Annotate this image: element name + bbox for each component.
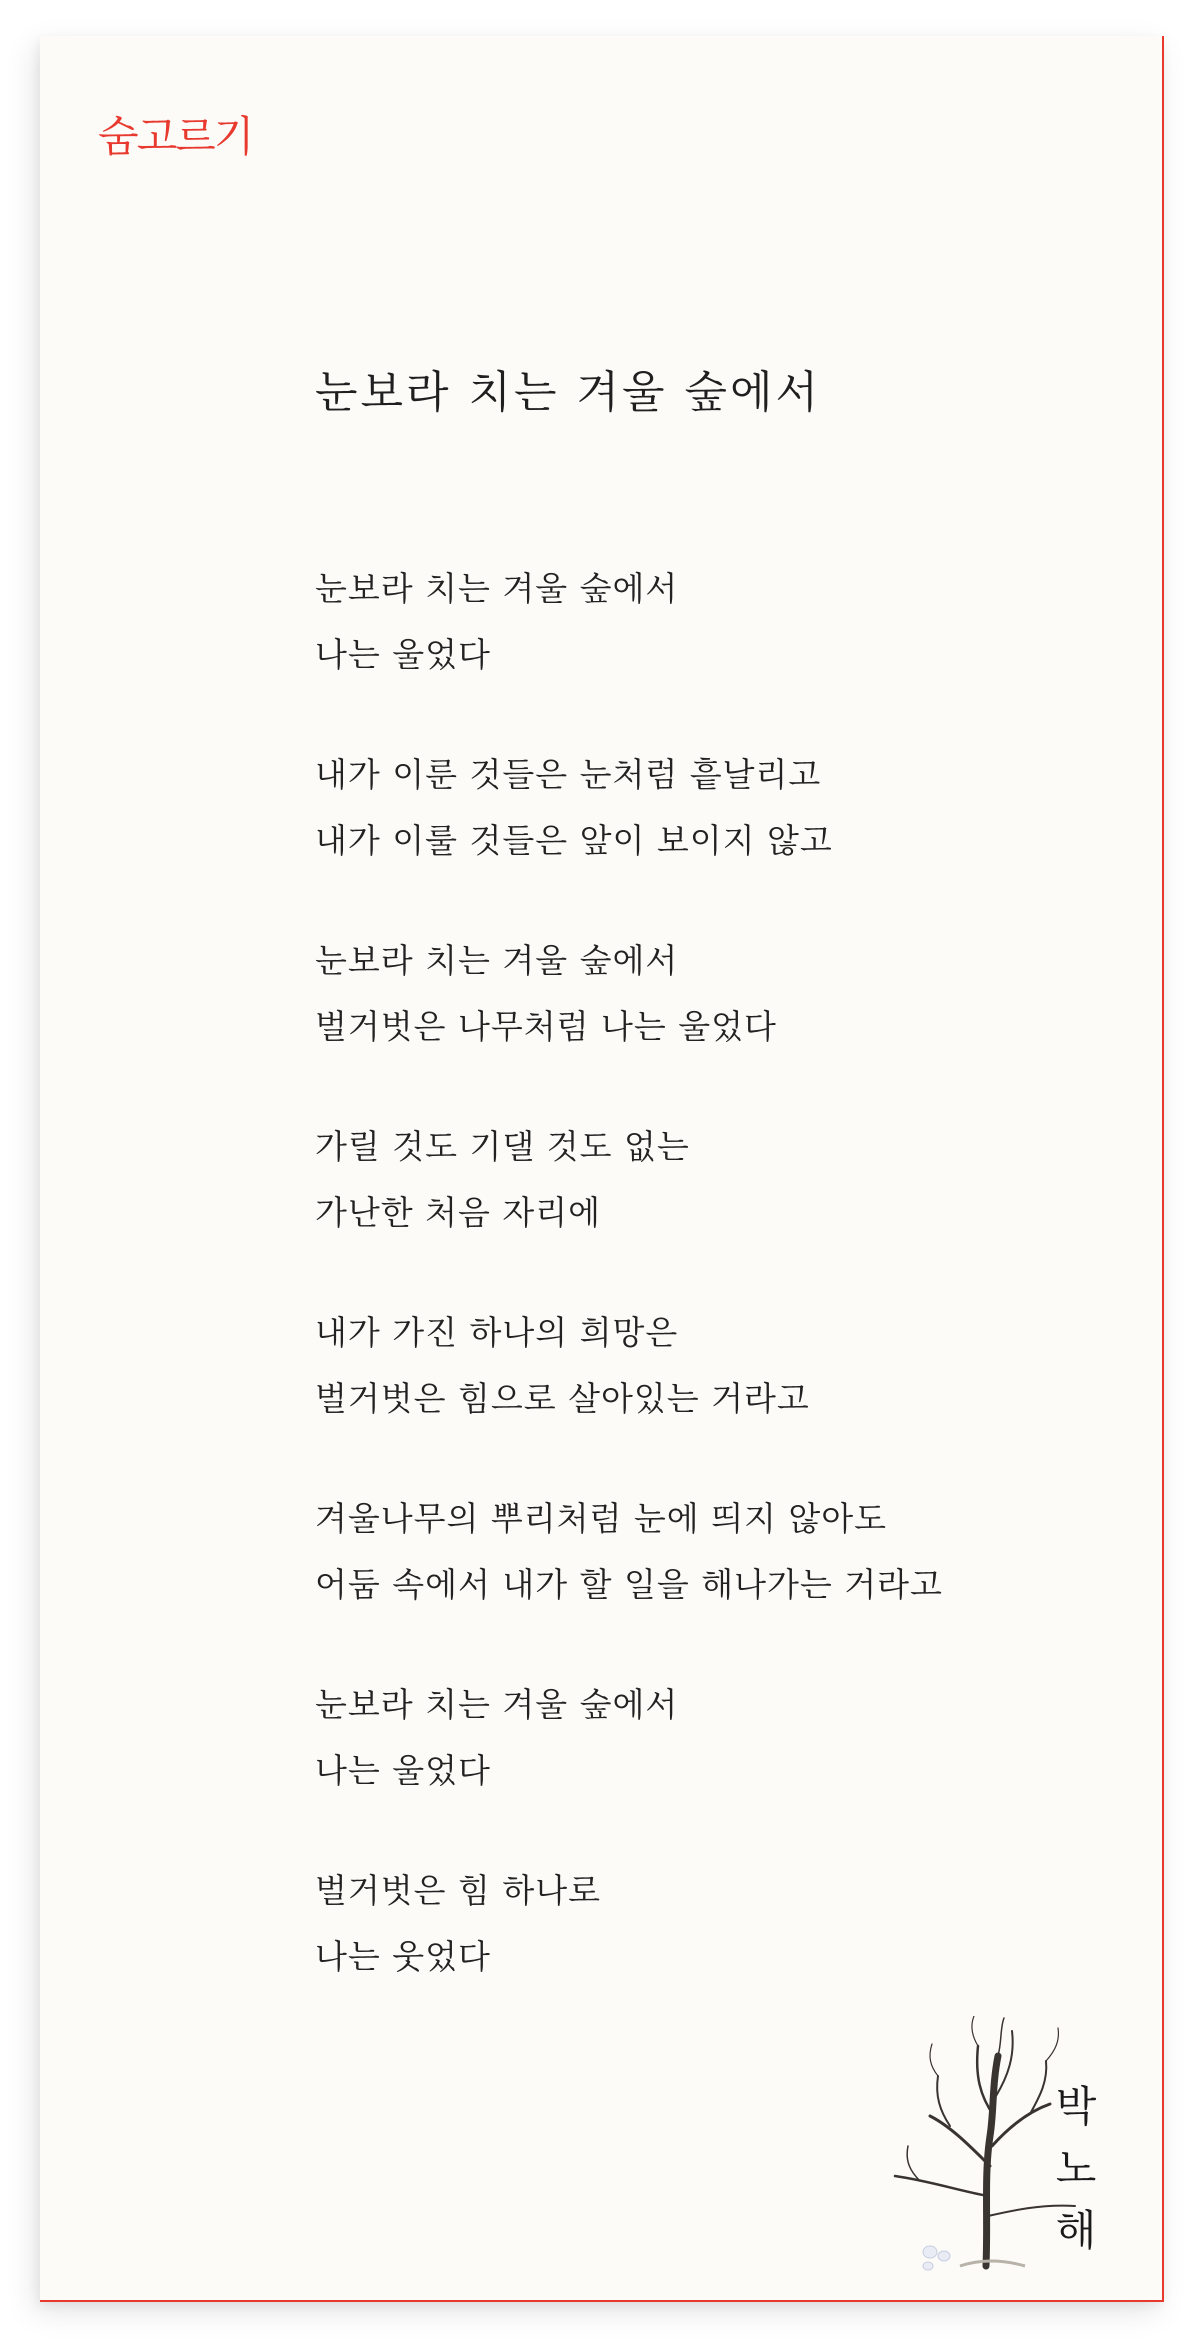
poem-line: 가릴 것도 기댈 것도 없는 xyxy=(315,1127,690,1166)
poem-line: 나는 울었다 xyxy=(315,635,491,674)
poem-line: 가난한 처음 자리에 xyxy=(315,1193,602,1232)
author-signature xyxy=(1050,2076,1102,2262)
poem-line: 나는 웃었다 xyxy=(315,1937,491,1976)
poem-line: 겨울나무의 뿌리처럼 눈에 띄지 않아도 xyxy=(315,1499,888,1538)
poem-title: 눈보라 치는 겨울 숲에서 xyxy=(315,367,821,418)
poem-stanza xyxy=(315,1672,1095,1804)
poem-line: 눈보라 치는 겨울 숲에서 xyxy=(315,1685,679,1724)
poem-stanza xyxy=(315,556,1095,688)
sumgoreugi-logo xyxy=(98,86,268,196)
poem-body xyxy=(315,556,1095,2044)
poem-line: 벌거벗은 힘 하나로 xyxy=(315,1871,602,1910)
poem-line: 어둠 속에서 내가 할 일을 해나가는 거라고 xyxy=(315,1565,943,1604)
poem-stanza xyxy=(315,1858,1095,1990)
poem-stanza xyxy=(315,1300,1095,1432)
signature-char: 해 xyxy=(1055,2206,1097,2255)
poem-line: 내가 이룬 것들은 눈처럼 흩날리고 xyxy=(315,755,822,794)
signature-char: 박 xyxy=(1055,2082,1097,2131)
poem-stanza xyxy=(315,928,1095,1060)
poem-line: 눈보라 치는 겨울 숲에서 xyxy=(315,941,679,980)
poem-stanza xyxy=(315,742,1095,874)
poem-stanza xyxy=(315,1114,1095,1246)
signature-char: 노 xyxy=(1055,2144,1097,2193)
poem-line: 벌거벗은 나무처럼 나는 울었다 xyxy=(315,1007,777,1046)
poem-stanza xyxy=(315,1486,1095,1618)
poem-line: 벌거벗은 힘으로 살아있는 거라고 xyxy=(315,1379,810,1418)
logo-text: 숨고르기 xyxy=(98,112,253,161)
poem-line: 나는 울었다 xyxy=(315,1751,491,1790)
poem-line: 내가 이룰 것들은 앞이 보이지 않고 xyxy=(315,821,833,860)
poem-line: 내가 가진 하나의 희망은 xyxy=(315,1313,679,1352)
poem-line: 눈보라 치는 겨울 숲에서 xyxy=(315,569,679,608)
poem-card xyxy=(40,36,1164,2302)
